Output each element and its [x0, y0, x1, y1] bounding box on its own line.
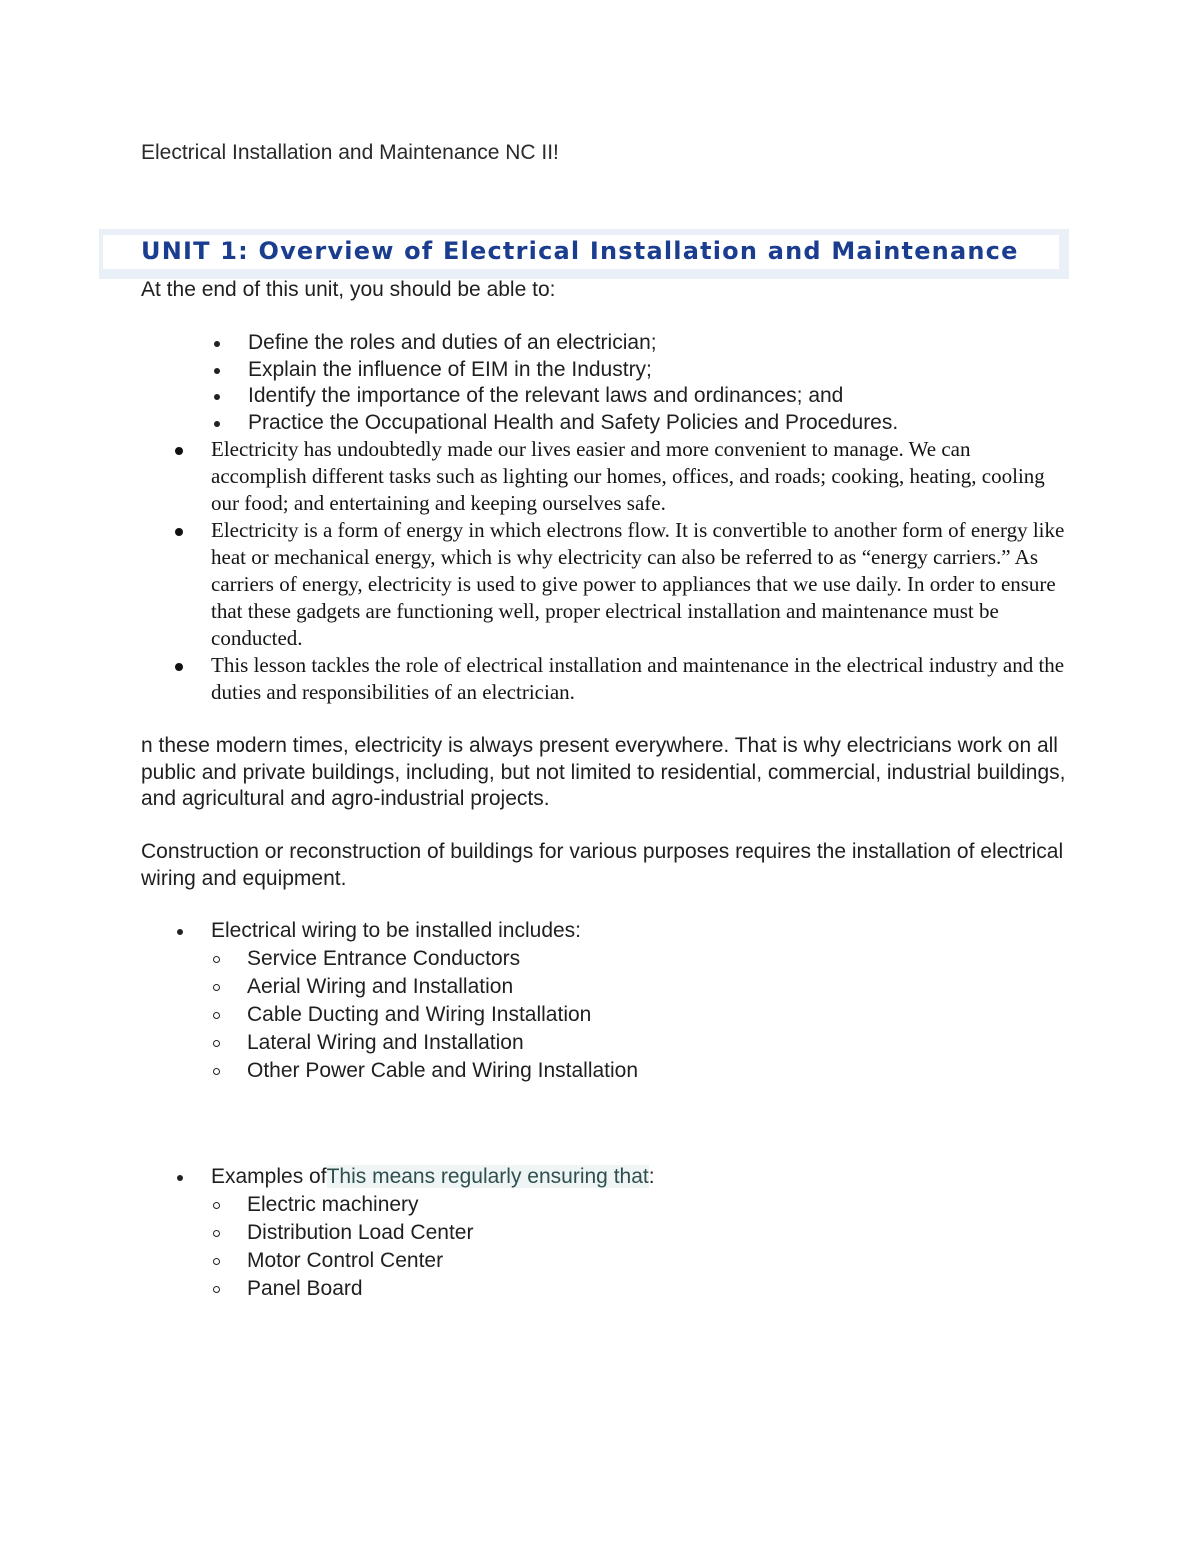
sublist-item: Other Power Cable and Wiring Installation — [211, 1057, 1055, 1085]
sublist-item: Lateral Wiring and Installation — [211, 1029, 1055, 1057]
wiring-sublist — [211, 945, 1055, 1085]
unit-heading: UNIT 1: Overview of Electrical Installation and Maintenance — [141, 237, 1019, 265]
examples-label-highlight: This means regularly ensuring that — [326, 1165, 649, 1188]
paragraph-modern-times: n these modern times, electricity is always present everywhere. That is why electricians work on all public and private buildings, including, but not limited to residential, commercial, industrial buildings, and agricultural and agro-industrial projects. — [141, 734, 1066, 810]
list-item: Electricity is a form of energy in which electrons flow. It is convertible to another form of energy like heat or mechanical energy, which is why electricity can also be referred to as “energy carriers.” As carriers of energy, electricity is used to give power to appliances that we use daily. In order to ensure that these gadgets are functioning well, proper electrical installation and maintenance must be conducted. — [175, 517, 1065, 652]
list-item: Explain the influence of EIM in the Industry; — [212, 357, 1012, 384]
sublist-item: Panel Board — [211, 1275, 1055, 1303]
sublist-item: Electric machinery — [211, 1191, 1055, 1219]
paragraph-construction: Construction or reconstruction of buildings for various purposes requires the installation of electrical wiring and equipment. — [141, 840, 1064, 890]
examples-label-prefix: Examples of — [211, 1165, 327, 1188]
objectives-list — [212, 330, 1012, 436]
unit-heading-band — [99, 229, 1069, 279]
examples-label-suffix: : — [648, 1165, 655, 1188]
list-item: Electricity has undoubtedly made our lives easier and more convenient to manage. We can accomplish different tasks such as lighting our homes, offices, and roads; cooking, heating, cooling our food; and entertaining and keeping ourselves safe. — [175, 436, 1065, 517]
list-item: Practice the Occupational Health and Safety Policies and Procedures. — [212, 410, 1012, 437]
sublist-item: Service Entrance Conductors — [211, 945, 1055, 973]
wiring-list — [175, 917, 1055, 1085]
examples-list — [175, 1163, 1055, 1303]
list-item: Define the roles and duties of an electrician; — [212, 330, 1012, 357]
sublist-item: Cable Ducting and Wiring Installation — [211, 1001, 1055, 1029]
document-title: Electrical Installation and Maintenance NC II! — [141, 141, 559, 164]
examples-list-item — [175, 1163, 1055, 1303]
overview-points-list — [175, 436, 1065, 706]
wiring-label: Electrical wiring to be installed includes: — [211, 919, 582, 942]
wiring-list-item — [175, 917, 1055, 1085]
sublist-item: Aerial Wiring and Installation — [211, 973, 1055, 1001]
list-item: This lesson tackles the role of electrical installation and maintenance in the electrical industry and the duties and responsibilities of an electrician. — [175, 652, 1065, 706]
intro-text: At the end of this unit, you should be able to: — [141, 278, 556, 301]
sublist-item: Distribution Load Center — [211, 1219, 1055, 1247]
examples-sublist — [211, 1191, 1055, 1303]
list-item: Identify the importance of the relevant laws and ordinances; and — [212, 383, 1012, 410]
sublist-item: Motor Control Center — [211, 1247, 1055, 1275]
unit-heading-box — [103, 235, 1059, 269]
